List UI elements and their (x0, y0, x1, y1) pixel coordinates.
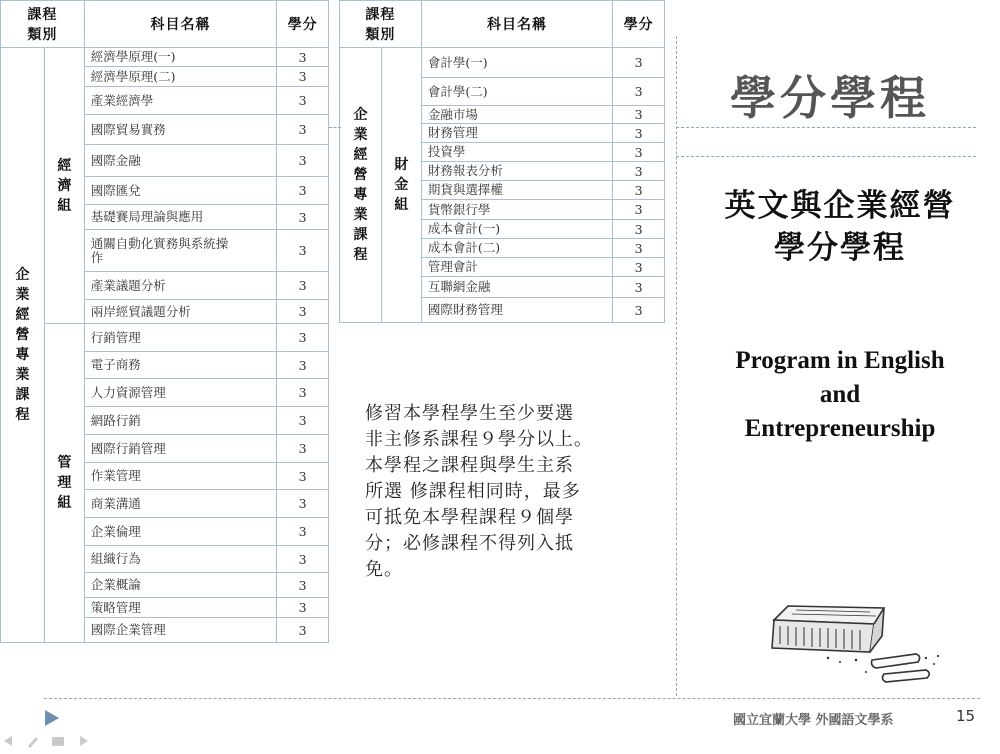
course-name-cell: 成本會計(二) (421, 239, 612, 258)
course-name-cell: 國際金融 (84, 145, 276, 177)
course-table-left (0, 0, 329, 643)
credit-cell: 3 (277, 87, 329, 115)
credit-cell: 3 (613, 78, 665, 106)
note-line: 非主修系課程９學分以上。 (365, 429, 593, 450)
credit-cell: 3 (613, 181, 665, 200)
program-title-en-line: Entrepreneurship (744, 415, 936, 442)
course-name-cell: 成本會計(一) (421, 220, 612, 239)
credit-cell: 3 (613, 143, 665, 162)
course-name-cell: 產業經濟學 (84, 87, 276, 115)
course-name-cell: 貨幣銀行學 (421, 200, 612, 220)
header-credits: 學分 (277, 1, 329, 48)
table-row (1, 48, 329, 67)
course-name-cell: 會計學(二) (421, 78, 612, 106)
credit-cell: 3 (277, 300, 329, 324)
credit-cell: 3 (277, 518, 329, 546)
header-category: 課程類別 (340, 1, 422, 48)
group-cell: 管理組 (44, 324, 84, 643)
note-line: 本學程之課程與學生主系 (365, 455, 574, 476)
program-title-en-line: and (819, 381, 861, 408)
course-name-cell: 通關自動化實務與系統操作 (84, 230, 276, 272)
divider-connector (329, 127, 341, 128)
next-slide-icon (80, 736, 88, 746)
credit-cell: 3 (613, 162, 665, 181)
course-name-cell: 產業議題分析 (84, 272, 276, 300)
group-cell: 財金組 (381, 48, 421, 323)
credit-cell: 3 (613, 106, 665, 124)
course-name-cell: 互聯網金融 (421, 277, 612, 298)
note-line: 分；必修課程不得列入抵 (365, 533, 574, 554)
course-name-cell: 人力資源管理 (84, 379, 276, 407)
course-name-cell: 財務管理 (421, 124, 612, 143)
program-title-english (690, 344, 990, 446)
course-name-cell: 國際行銷管理 (84, 435, 276, 463)
program-title-chinese (690, 185, 990, 269)
course-name-cell: 兩岸經貿議題分析 (84, 300, 276, 324)
course-name-cell: 經濟學原理(一) (84, 48, 276, 67)
credit-cell: 3 (277, 67, 329, 87)
credit-cell: 3 (277, 379, 329, 407)
program-note (365, 401, 635, 583)
category-cell: 企業經營專業課程 (1, 48, 45, 643)
credit-cell: 3 (613, 277, 665, 298)
course-name-cell: 企業倫理 (84, 518, 276, 546)
slide-nav-controls[interactable] (2, 733, 92, 749)
course-name-cell: 基礎賽局理論與應用 (84, 205, 276, 230)
credit-cell: 3 (277, 546, 329, 573)
credit-cell: 3 (277, 115, 329, 145)
course-name-cell: 企業概論 (84, 573, 276, 598)
credit-cell: 3 (277, 352, 329, 379)
header-credits: 學分 (613, 1, 665, 48)
note-line: 可抵免本學程課程９個學 (365, 507, 574, 528)
credit-cell: 3 (613, 239, 665, 258)
prev-slide-icon (4, 736, 12, 746)
course-name-cell: 金融市場 (421, 106, 612, 124)
course-name-cell: 國際匯兌 (84, 177, 276, 205)
credit-cell: 3 (277, 598, 329, 618)
category-cell: 企業經營專業課程 (340, 48, 382, 323)
course-name-cell: 組織行為 (84, 546, 276, 573)
program-title-zh-line1: 英文與企業經營 (724, 188, 956, 224)
credit-cell: 3 (613, 124, 665, 143)
table-row (1, 324, 329, 352)
credit-cell: 3 (277, 177, 329, 205)
credit-cell: 3 (613, 258, 665, 277)
course-name-cell: 經濟學原理(二) (84, 67, 276, 87)
divider-horizontal-2 (676, 156, 976, 157)
course-name-cell: 商業溝通 (84, 490, 276, 518)
slide-title: 學分學程 (730, 71, 930, 125)
program-title-en-line: Program in English (735, 347, 945, 374)
footer-institution: 國立宜蘭大學 外國語文學系 (733, 713, 894, 728)
course-name-cell: 會計學(一) (421, 48, 612, 78)
course-name-cell: 作業管理 (84, 463, 276, 490)
page-number: 15 (956, 707, 976, 725)
pen-icon (28, 737, 38, 748)
credit-cell: 3 (277, 145, 329, 177)
eraser-chalk-illustration (766, 598, 946, 690)
group-cell: 經濟組 (44, 48, 84, 324)
credit-cell: 3 (277, 618, 329, 643)
note-line: 所選 修課程相同時，最多 (365, 481, 581, 502)
course-name-cell: 行銷管理 (84, 324, 276, 352)
credit-cell: 3 (277, 230, 329, 272)
credit-cell: 3 (277, 324, 329, 352)
course-name-cell: 財務報表分析 (421, 162, 612, 181)
credit-cell: 3 (613, 200, 665, 220)
credit-cell: 3 (277, 435, 329, 463)
credit-cell: 3 (613, 48, 665, 78)
credit-cell: 3 (613, 220, 665, 239)
note-line: 修習本學程學生至少要選 (365, 403, 574, 424)
credit-cell: 3 (613, 298, 665, 323)
course-name-cell: 國際貿易實務 (84, 115, 276, 145)
table-row (340, 48, 665, 78)
program-title-zh-line2: 學分學程 (774, 230, 906, 266)
credit-cell: 3 (277, 490, 329, 518)
divider-vertical (676, 36, 677, 696)
credit-cell: 3 (277, 573, 329, 598)
credit-cell: 3 (277, 463, 329, 490)
credit-cell: 3 (277, 48, 329, 67)
credit-cell: 3 (277, 407, 329, 435)
note-line: 免。 (365, 559, 403, 580)
credit-cell: 3 (277, 205, 329, 230)
menu-icon (52, 737, 64, 746)
divider-footer (44, 698, 980, 699)
course-name-cell: 網路行銷 (84, 407, 276, 435)
course-name-cell: 投資學 (421, 143, 612, 162)
header-course-name: 科目名稱 (421, 1, 612, 48)
course-table-right (339, 0, 665, 323)
course-name-cell: 策略管理 (84, 598, 276, 618)
header-category: 課程類別 (1, 1, 85, 48)
course-name-cell: 國際財務管理 (421, 298, 612, 323)
play-arrow-icon[interactable] (44, 709, 60, 727)
course-name-cell: 管理會計 (421, 258, 612, 277)
header-course-name: 科目名稱 (84, 1, 276, 48)
course-name-cell: 國際企業管理 (84, 618, 276, 643)
course-name-cell: 電子商務 (84, 352, 276, 379)
course-name-cell: 期貨與選擇權 (421, 181, 612, 200)
credit-cell: 3 (277, 272, 329, 300)
